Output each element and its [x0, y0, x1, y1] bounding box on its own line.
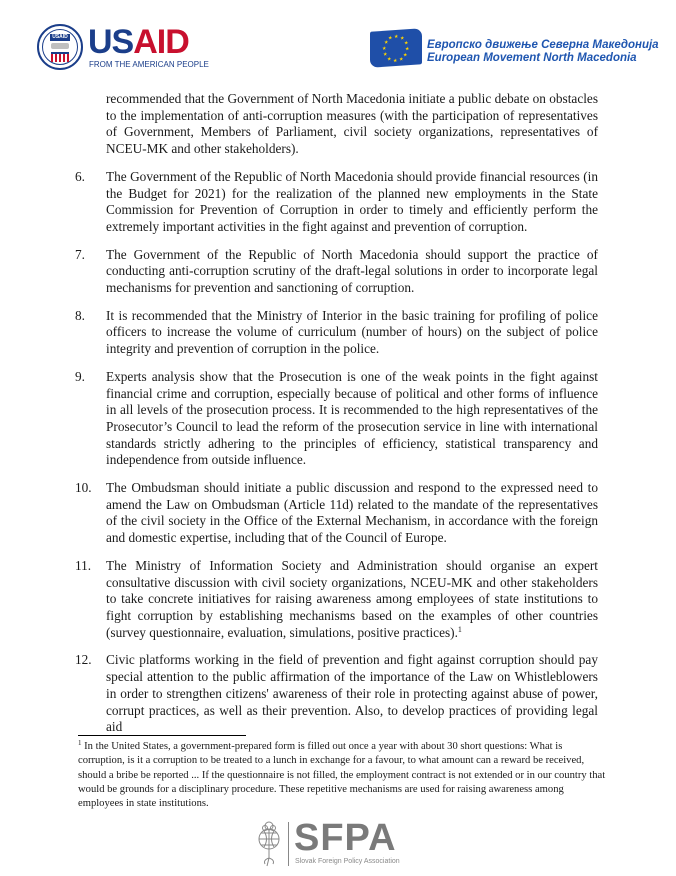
document-body	[75, 91, 598, 736]
item-text: The Ministry of Information Society and Administration should organise an expert consultative discussion with civil society organizations, NCEU-MK and other stakeholders to take concrete initiatives for raising awareness among employees of state institutions to fight corruption by establishing mechanisms based on the examples of other countries (survey questionnaire, evaluation, simulations, positive practices).	[106, 557, 598, 640]
item-text: The Government of the Republic of North Macedonia should provide financial resources (in the Budget for 2021) for the realization of the planned new employments in the State Commission for Prevention of Corruption in order to timely and efficiently perform the extremely important activities in the fight against and prevention of corruption.	[106, 168, 598, 234]
usaid-tagline: FROM THE AMERICAN PEOPLE	[89, 60, 209, 69]
usaid-seal-icon	[37, 24, 83, 70]
handshake-icon	[51, 43, 69, 49]
footnote-separator	[78, 735, 246, 736]
footnote	[78, 740, 606, 811]
item-number: 8.	[75, 307, 85, 323]
page-header	[0, 0, 676, 85]
sfpa-divider	[288, 822, 289, 866]
recommendation-item	[75, 247, 598, 297]
item-number: 7.	[75, 246, 85, 262]
item-text: The Government of the Republic of North Macedonia should support the practice of conducting anti-corruption scrutiny of the draft-legal solutions in order to incorporate legal mechanisms for prevention and sanctioning of corruption.	[106, 246, 598, 296]
sfpa-emblem-icon	[254, 818, 284, 868]
item-number: 11.	[75, 557, 92, 573]
flag-stripes-icon	[51, 52, 69, 62]
item-text: Experts analysis show that the Prosecution is one of the weak points in the fight against financial crime and corruption, especially because of political and other forms of influence in all levels of the prosecution process. It is recommended to the high representatives of the Prosecutor’s Council to lead the reform of the prosecution service in line with international standards strictly adhering to the principles of efficiency, statistical transparency and independence from outside influence.	[106, 368, 598, 468]
footnote-marker: 1	[78, 739, 82, 747]
usaid-wordmark: USAID	[88, 23, 189, 61]
recommendation-item	[75, 169, 598, 236]
eu-flag-icon: ★ ★ ★ ★ ★ ★ ★ ★ ★ ★ ★ ★	[370, 28, 422, 68]
recommendation-item	[75, 369, 598, 469]
continued-paragraph: recommended that the Government of North Macedonia initiate a public debate on obstacles to the implementation of anti-corruption measures (with the participation of representatives of Government, Members of Parliament, civil society organizations, representatives of NCEU-MK and other stakeholders).	[106, 91, 598, 157]
emnm-name-macedonian: Европско движење Северна Македонија	[427, 39, 659, 51]
item-number: 10.	[75, 480, 92, 496]
recommendation-item	[75, 652, 598, 736]
item-text: Civic platforms working in the field of prevention and fight against corruption should pay special attention to the public affirmation of the importance of the Law on Whistleblowers in order to strengthen citizens' awareness of their role in protecting against abuse of power, corrupt practices, as well as their prevention. Also, to develop practices of providing legal aid	[106, 652, 598, 735]
footnote-reference-link[interactable]: 1	[457, 624, 462, 634]
footnote-text: In the United States, a government-prepared form is filled out once a year with about 30 short questions: What is corruption, is it a corruption to be treated to a lunch in exchange for a favour, to what amount can a reward be received, should a bribe be reported ... If the questionnaire is not filled, the employment contract is not extended or in our country that would be grounds for a disciplinary procedure. These repetitive mechanisms are used for raising awareness among employees in state institutions.	[78, 741, 606, 810]
sfpa-logo	[254, 818, 424, 868]
recommendation-item	[75, 558, 598, 642]
recommendation-item	[75, 480, 598, 547]
sfpa-wordmark: SFPA	[294, 817, 397, 859]
emnm-name-english: European Movement North Macedonia	[427, 52, 637, 64]
usaid-seal-label: USAID	[50, 34, 70, 41]
item-number: 6.	[75, 168, 85, 184]
item-text: It is recommended that the Ministry of Interior in the basic training for profiling of police officers to increase the volume of curriculum (number of hours) on the subject of police integrity and prevention of corruption in the police.	[106, 307, 598, 357]
item-number: 9.	[75, 368, 85, 384]
sfpa-subtitle: Slovak Foreign Policy Association	[295, 858, 400, 865]
item-text: The Ombudsman should initiate a public discussion and respond to the expressed need to amend the Law on Ombudsman (Article 11d) related to the mandate of the representatives of the civil society in the Office of the External Mechanism, in accordance with the foreign and domestic expertise, including that of the Council of Europe.	[106, 480, 598, 546]
item-number: 12.	[75, 652, 92, 668]
usaid-logo	[37, 23, 209, 74]
european-movement-logo	[370, 28, 670, 70]
recommendation-item	[75, 308, 598, 358]
